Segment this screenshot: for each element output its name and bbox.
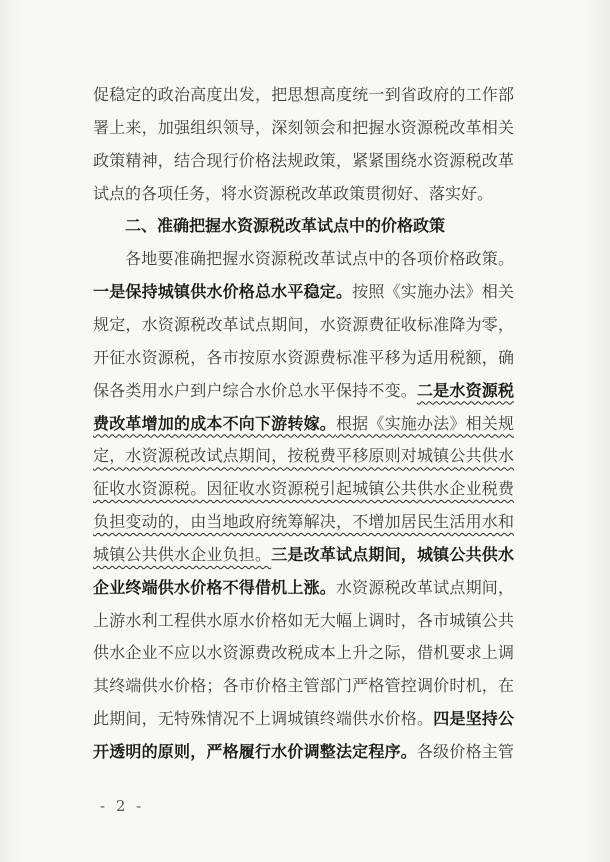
text-line [93, 512, 514, 534]
text-segment: 各级价格主管 [416, 742, 514, 761]
text-line [93, 381, 514, 403]
bold-text: 四是坚持公 [433, 709, 514, 729]
section-heading [125, 216, 514, 238]
bold-text: 二、准确把握水资源税改革试点中的价格政策 [125, 216, 446, 236]
underlined-text: 征收水资源税。因征收水资源税引起城镇公共供水企业税费 [93, 479, 514, 499]
text-segment: 上游水利工程供水原水价格如无大幅上调时，各市城镇公共 [93, 610, 514, 630]
text-line [93, 611, 514, 633]
underlined-text: 定，水资源税改试点期间，按税费平移原则对城镇公共供水 [93, 446, 514, 466]
text-segment: 促稳定的政治高度出发，把思想高度统一到省政府的工作部 [93, 85, 514, 104]
text-segment: 其终端供水价格；各市价格主管部门严格管控调价时机，在 [93, 676, 514, 696]
underlined-text: 城镇公共供水企业负担。 [93, 544, 272, 564]
text-segment: 保各类用水户到户综合水价总水平保持不变。 [93, 380, 417, 400]
text-segment: 各地要准确把握水资源税改革试点中的各项价格政策。 [125, 249, 514, 269]
text-line [93, 446, 514, 468]
text-line [93, 315, 514, 337]
text-line [93, 676, 514, 698]
page-number: - 2 - [100, 797, 145, 815]
bold-text: 企业终端供水价格不得借机上涨。 [93, 577, 336, 597]
text-line [93, 545, 514, 567]
text-line [93, 85, 514, 107]
text-segment: 署上来，加强组织领导，深刻领会和把握水资源税改革相关 [93, 117, 514, 137]
text-line [93, 578, 514, 600]
underlined-text: 根据《实施办法》相关规 [335, 413, 514, 433]
text-segment: 试点的各项任务，将水资源税改革政策贯彻好、落实好。 [93, 183, 494, 203]
bold-text: 开透明的原则，严格履行水价调整法定程序。 [93, 742, 417, 761]
text-segment: 水资源税改革试点期间， [335, 577, 514, 597]
text-line [93, 282, 514, 304]
text-line [125, 249, 514, 271]
bold-text: 一是保持城镇供水价格总水平稳定。 [93, 282, 353, 302]
text-line [93, 643, 514, 665]
text-segment: 开征水资源税，各市按原水资源费标准平移为适用税额，确 [93, 347, 514, 367]
text-line [93, 151, 514, 173]
text-line [93, 709, 514, 731]
underlined-text: 二是水资源税 [416, 380, 514, 400]
underlined-text: 负担变动的，由当地政府统筹解决，不增加居民生活用水和 [93, 512, 514, 532]
text-line [93, 118, 514, 140]
text-line [93, 414, 514, 436]
text-line [93, 348, 514, 370]
text-segment: 按照《实施办法》相关 [352, 282, 514, 302]
bold-text: 三是改革试点期间，城镇公共供水 [271, 544, 514, 564]
text-segment: 供水企业不应以水资源费改税成本上升之际，借机要求上调 [93, 643, 514, 663]
text-line [93, 184, 514, 206]
text-line [93, 742, 514, 764]
underlined-text: 费改革增加的成本不向下游转嫁。 [93, 413, 336, 433]
text-line [93, 479, 514, 501]
text-segment: 规定，水资源税改革试点期间，水资源费征收标准降为零， [93, 314, 514, 334]
text-segment: 政策精神，结合现行价格法规政策，紧紧围绕水资源税改革 [93, 150, 514, 170]
text-segment: 此期间，无特殊情况不上调城镇终端供水价格。 [93, 709, 434, 729]
